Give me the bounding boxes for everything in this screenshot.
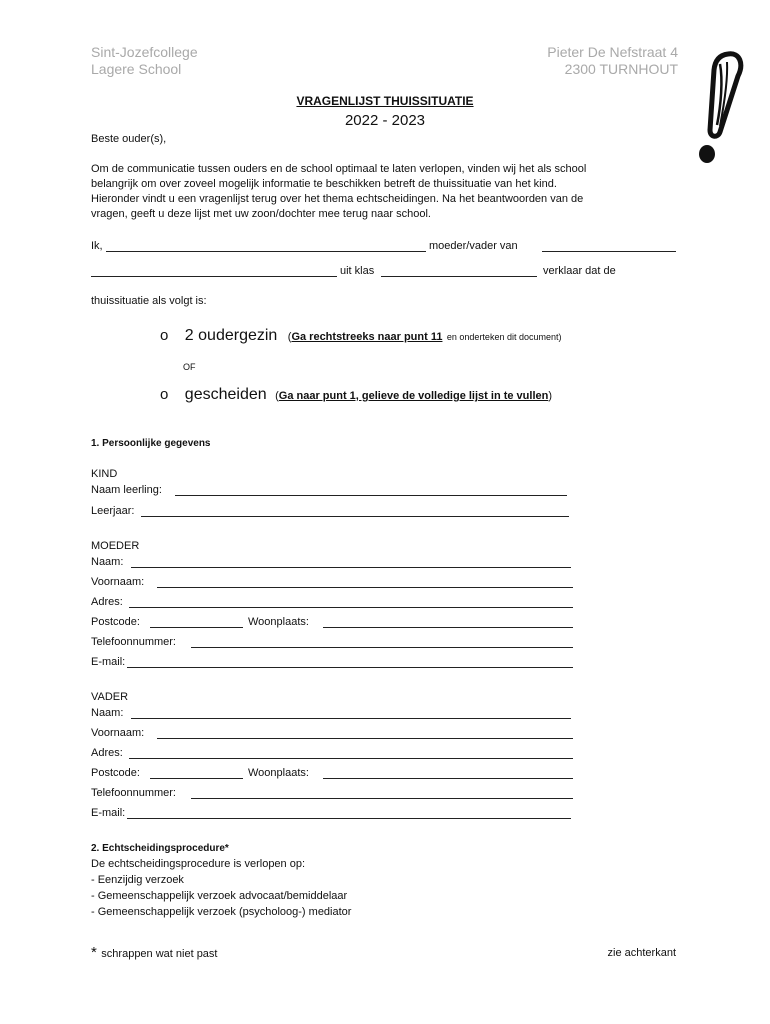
section-2-heading: 2. Echtscheidingsprocedure* xyxy=(91,843,229,854)
child-name-line[interactable] xyxy=(542,251,676,252)
moeder-email-label: E-mail: xyxy=(91,656,126,668)
vader-postcode-line[interactable] xyxy=(150,778,243,779)
moeder-naam-line[interactable] xyxy=(131,567,571,568)
naam-leerling-line[interactable] xyxy=(175,495,567,496)
vader-email-label: E-mail: xyxy=(91,807,126,819)
school-type: Lagere School xyxy=(91,61,182,77)
moeder-voornaam-line[interactable] xyxy=(157,587,573,588)
paren-close: ) xyxy=(548,390,553,402)
footer-note xyxy=(91,944,217,962)
paren-open: ( xyxy=(287,331,292,343)
vader-postcode-label: Postcode: xyxy=(91,767,140,779)
leerjaar-label: Leerjaar: xyxy=(91,505,135,517)
procedure-option[interactable]: - Gemeenschappelijk verzoek advocaat/bemiddelaar xyxy=(91,890,348,902)
section-1-heading: 1. Persoonlijke gegevens xyxy=(91,438,211,449)
vader-telefoon-label: Telefoonnummer: xyxy=(91,787,176,799)
vader-adres-label: Adres: xyxy=(91,747,123,759)
ik-name-line[interactable] xyxy=(106,251,426,252)
moeder-telefoon-label: Telefoonnummer: xyxy=(91,636,176,648)
school-street: Pieter De Nefstraat 4 xyxy=(547,44,678,60)
vader-woonplaats-line[interactable] xyxy=(323,778,573,779)
procedure-option[interactable]: - Eenzijdig verzoek xyxy=(91,874,184,886)
vader-woonplaats-label: Woonplaats: xyxy=(248,767,309,779)
or-label: OF xyxy=(183,362,196,372)
thuissituatie-label: thuissituatie als volgt is: xyxy=(91,295,207,307)
option-two-parent-label: 2 oudergezin xyxy=(184,327,278,344)
option-divorced[interactable] xyxy=(160,386,552,404)
vader-naam-label: Naam: xyxy=(91,707,124,719)
see-back-note: zie achterkant xyxy=(607,947,676,959)
school-year: 2022 - 2023 xyxy=(344,112,426,129)
moeder-adres-label: Adres: xyxy=(91,596,123,608)
intro-line: belangrijk om over zoveel mogelijk informatie te beschikken betreft de thuissituatie van het kind. xyxy=(91,178,557,190)
uit-klas-label: uit klas xyxy=(340,265,375,277)
vader-voornaam-line[interactable] xyxy=(157,738,573,739)
moeder-vader-label: moeder/vader van xyxy=(429,240,518,252)
paren-open: ( xyxy=(275,390,279,402)
procedure-option[interactable]: - Gemeenschappelijk verzoek (psycholoog-) mediator xyxy=(91,906,352,918)
vader-adres-line[interactable] xyxy=(129,758,573,759)
option-bullet: o xyxy=(160,386,169,403)
option-two-parent-instruction: Ga rechtstreeks naar punt 11 xyxy=(291,331,443,343)
page-title: VRAGENLIJST THUISSITUATIE xyxy=(296,94,474,108)
moeder-voornaam-label: Voornaam: xyxy=(91,576,145,588)
vader-label: VADER xyxy=(91,691,129,703)
option-two-parent-note: en onderteken dit document) xyxy=(446,332,562,342)
leerjaar-line[interactable] xyxy=(141,516,569,517)
moeder-label: MOEDER xyxy=(91,540,140,552)
child-name-line-2[interactable] xyxy=(91,276,337,277)
moeder-email-line[interactable] xyxy=(127,667,573,668)
moeder-naam-label: Naam: xyxy=(91,556,124,568)
intro-line: Om de communicatie tussen ouders en de school optimaal te laten verlopen, vinden wij het als school xyxy=(91,163,587,175)
school-city: 2300 TURNHOUT xyxy=(564,61,678,77)
moeder-telefoon-line[interactable] xyxy=(191,647,573,648)
option-two-parent[interactable] xyxy=(160,327,561,345)
vader-email-line[interactable] xyxy=(127,818,571,819)
moeder-woonplaats-line[interactable] xyxy=(323,627,573,628)
section-2-intro: De echtscheidingsprocedure is verlopen op: xyxy=(91,858,306,870)
moeder-adres-line[interactable] xyxy=(129,607,573,608)
klas-line[interactable] xyxy=(381,276,537,277)
exclamation-logo-icon xyxy=(690,50,746,170)
intro-paragraph xyxy=(91,162,686,222)
option-divorced-label: gescheiden xyxy=(184,386,267,403)
school-name: Sint-Jozefcollege xyxy=(91,44,198,60)
kind-label: KIND xyxy=(91,468,118,480)
moeder-postcode-line[interactable] xyxy=(150,627,243,628)
footer-note-text: schrappen wat niet past xyxy=(101,948,218,960)
vader-voornaam-label: Voornaam: xyxy=(91,727,145,739)
vader-naam-line[interactable] xyxy=(131,718,571,719)
option-divorced-instruction: Ga naar punt 1, gelieve de volledige lijst in te vullen xyxy=(278,390,549,402)
intro-line: Hieronder vindt u een vragenlijst terug over het thema echtscheidingen. Na het beantwoorden van de xyxy=(91,193,584,205)
vader-telefoon-line[interactable] xyxy=(191,798,573,799)
naam-leerling-label: Naam leerling: xyxy=(91,484,162,496)
intro-line: vragen, geeft u deze lijst met uw zoon/dochter mee terug naar school. xyxy=(91,208,431,220)
option-bullet: o xyxy=(160,327,169,344)
asterisk: * xyxy=(91,944,97,961)
salutation: Beste ouder(s), xyxy=(91,133,167,145)
ik-label: Ik, xyxy=(91,240,103,252)
moeder-woonplaats-label: Woonplaats: xyxy=(248,616,309,628)
verklaar-label: verklaar dat de xyxy=(543,265,616,277)
moeder-postcode-label: Postcode: xyxy=(91,616,140,628)
